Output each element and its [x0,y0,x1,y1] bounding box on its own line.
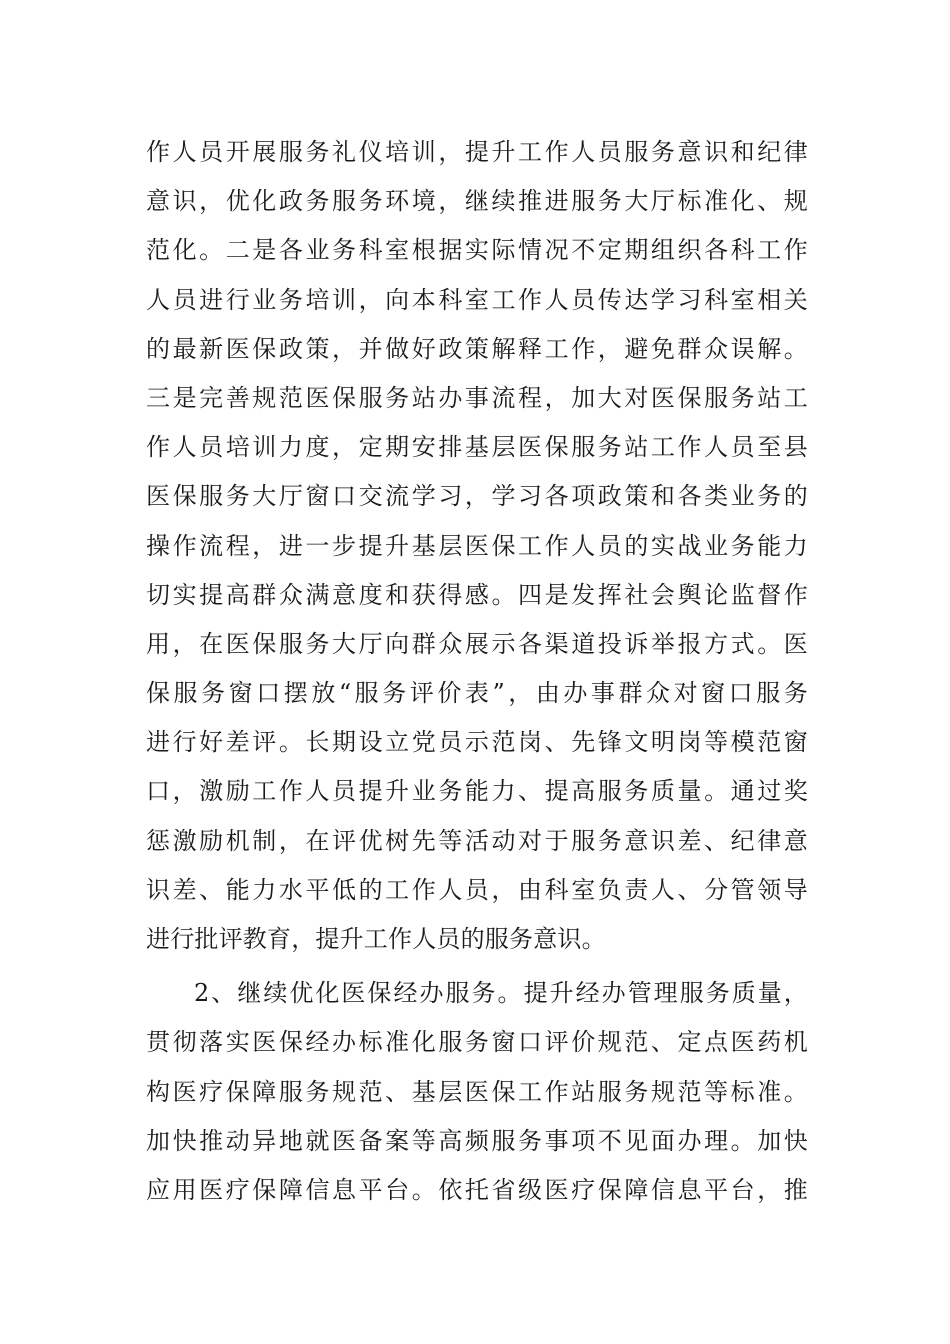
text-line: 意识，优化政务服务环境，继续推进服务大厅标准化、规 [146,187,808,216]
text-line: 贯彻落实医保经办标准化服务窗口评价规范、定点医药机 [146,1028,808,1057]
text-line: 医保服务大厅窗口交流学习，学习各项政策和各类业务的 [146,482,808,511]
text-line: 构医疗保障服务规范、基层医保工作站服务规范等标准。 [146,1077,808,1106]
paragraph-end-line: 进行批评教育，提升工作人员的服务意识。 [146,925,606,953]
text-line: 惩激励机制，在评优树先等活动对于服务意识差、纪律意 [146,826,808,855]
body-text [146,128,808,1215]
text-line: 的最新医保政策，并做好政策解释工作，避免群众误解。 [146,334,808,363]
text-line: 应用医疗保障信息平台。依托省级医疗保障信息平台，推 [146,1175,808,1204]
text-line: 切实提高群众满意度和获得感。四是发挥社会舆论监督作 [146,580,808,609]
text-line: 进行好差评。长期设立党员示范岗、先锋文明岗等模范窗 [146,728,808,757]
text-line: 人员进行业务培训，向本科室工作人员传达学习科室相关 [146,285,808,314]
text-line: 作人员开展服务礼仪培训，提升工作人员服务意识和纪律 [146,138,808,166]
text-line: 加快推动异地就医备案等高频服务事项不见面办理。加快 [146,1126,808,1155]
text-line: 识差、能力水平低的工作人员，由科室负责人、分管领导 [146,875,808,904]
text-line: 保服务窗口摆放“服务评价表”，由办事群众对窗口服务 [146,679,808,708]
text-line: 操作流程，进一步提升基层医保工作人员的实战业务能力 [146,531,808,560]
text-line: 口，激励工作人员提升业务能力、提高服务质量。通过奖 [146,777,808,806]
text-line: 范化。二是各业务科室根据实际情况不定期组织各科工作 [146,236,808,265]
text-line: 作人员培训力度，定期安排基层医保服务站工作人员至县 [146,433,808,462]
text-line: 三是完善规范医保服务站办事流程，加大对医保服务站工 [146,383,808,412]
text-line: 用，在医保服务大厅向群众展示各渠道投诉举报方式。医 [146,629,808,658]
paragraph-start-line: 2、继续优化医保经办服务。提升经办管理服务质量， [194,979,808,1008]
